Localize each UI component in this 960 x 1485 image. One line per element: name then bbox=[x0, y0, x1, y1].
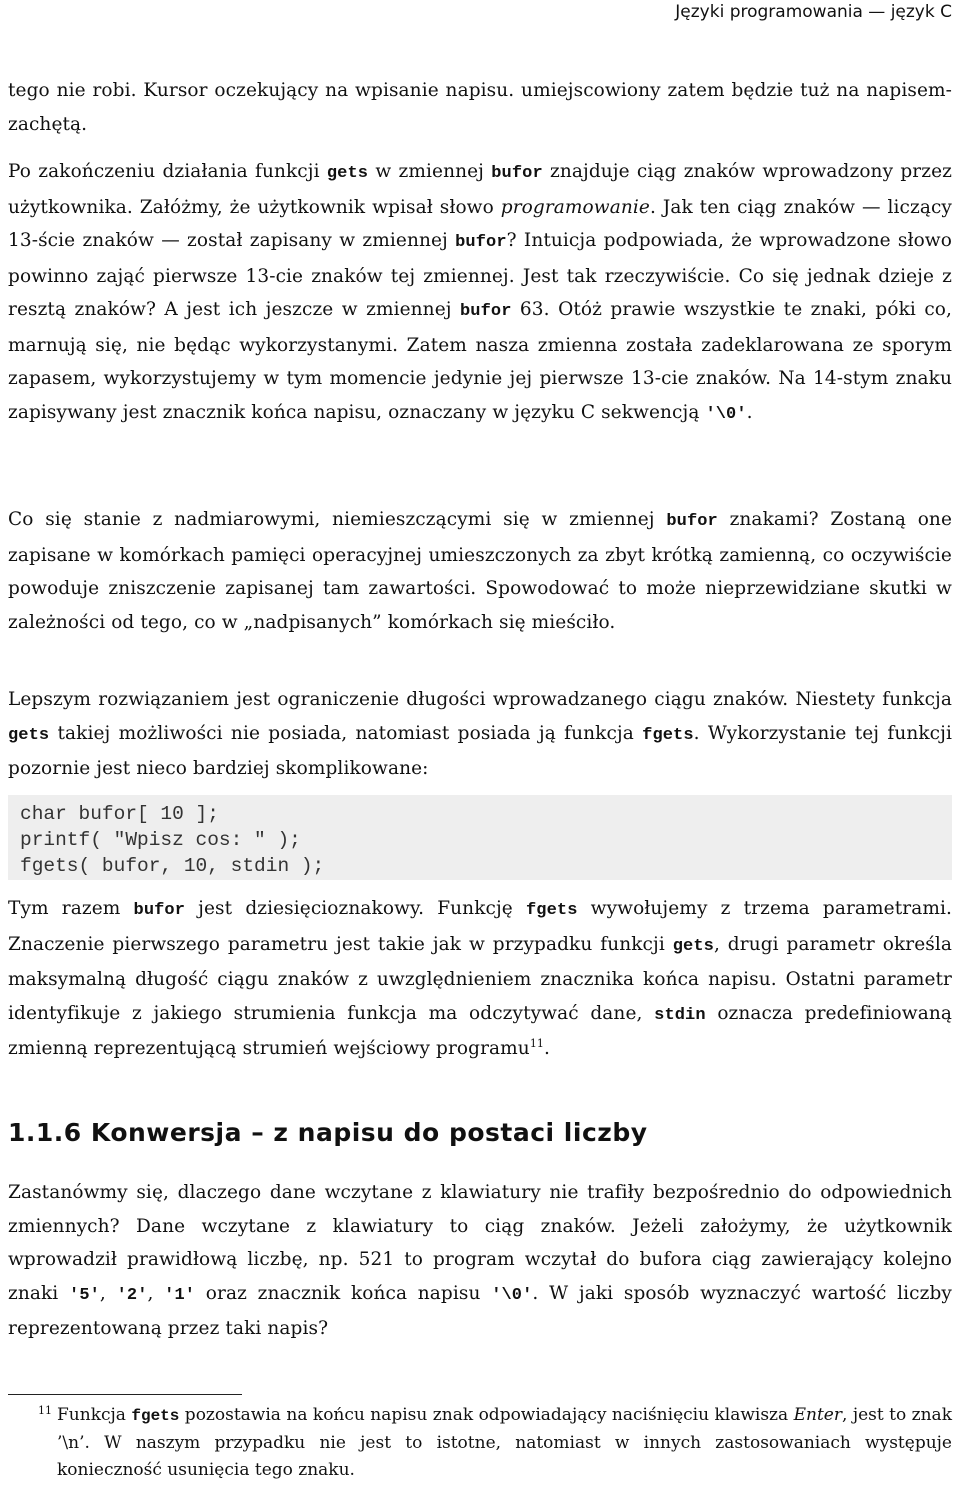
paragraph-text: . W jaki sposób wyznaczyć wartość liczby reprezentowaną przez taki napis? bbox=[8, 1282, 952, 1339]
paragraph-5 bbox=[8, 892, 952, 1066]
code-block bbox=[8, 795, 952, 880]
inline-code: fgets bbox=[131, 1407, 180, 1425]
running-header: Języki programowania — język C bbox=[675, 2, 952, 22]
paragraph-text: , bbox=[147, 1282, 165, 1304]
inline-code: gets bbox=[8, 725, 50, 745]
inline-code: bufor bbox=[133, 901, 186, 920]
section-heading: 1.1.6 Konwersja – z napisu do postaci liczby bbox=[8, 1118, 648, 1147]
paragraph-1 bbox=[8, 74, 952, 141]
inline-code: gets bbox=[326, 164, 369, 183]
paragraph-text: , drugi parametr określa maksymalną długość ciągu znaków z uwzględnieniem znacznika końca napisu. Ostatni parametr identyfikuje z jakiego strumienia funkcja ma odczytywać dane, bbox=[8, 933, 952, 1024]
footnote-reference[interactable]: 11 bbox=[529, 1036, 545, 1050]
paragraph-text: takiej możliwości nie posiada, natomiast posiada ją funkcja bbox=[49, 722, 643, 744]
paragraph-text: jest dziesięcioznakowy. Funkcję bbox=[185, 898, 526, 919]
inline-code: fgets bbox=[526, 901, 578, 920]
code-line: printf( "Wpisz cos: " ); bbox=[20, 829, 301, 851]
inline-code: fgets bbox=[642, 725, 694, 745]
paragraph-3 bbox=[8, 503, 952, 639]
paragraph-text: oraz znacznik końca napisu bbox=[195, 1282, 492, 1304]
inline-code: '5' bbox=[69, 1285, 100, 1305]
inline-code: bufor bbox=[491, 164, 543, 183]
paragraph-text: Lepszym rozwiązaniem jest ograniczenie długości wprowadzanego ciągu znaków. Niestety funkcja bbox=[8, 689, 952, 710]
inline-code: '\0' bbox=[491, 1285, 533, 1305]
footnote-number: 11 bbox=[38, 1404, 52, 1417]
italic-term: programowanie bbox=[500, 196, 650, 218]
inline-code: bufor bbox=[455, 233, 507, 252]
paragraph-text: , bbox=[99, 1282, 117, 1304]
paragraph-2 bbox=[8, 155, 952, 431]
paragraph-text: w zmiennej bbox=[368, 161, 492, 182]
inline-code: stdin bbox=[654, 1005, 706, 1025]
paragraph-text: oznacza predefiniowaną zmienną reprezentującą strumień wejściowy programu bbox=[8, 1002, 953, 1059]
footnote-text: , jest to znak ’\n’. W naszym przypadku nie jest to istotne, natomiast w innych zastosowaniach występuje konieczność usunięcia tego znaku. bbox=[57, 1405, 952, 1480]
footnote-text: pozostawia na końcu napisu znak odpowiadający naciśnięciu klawisza bbox=[179, 1405, 794, 1425]
paragraph-text: Tym razem bbox=[8, 898, 134, 919]
inline-code: '\0' bbox=[705, 404, 747, 424]
paragraph-text: . bbox=[544, 1038, 550, 1059]
paragraph-text: znajduje ciąg znaków wprowadzony przez użytkownika. Załóżmy, że użytkownik wpisał słowo bbox=[8, 161, 952, 218]
paragraph-text: . bbox=[746, 401, 753, 423]
footnote bbox=[38, 1402, 952, 1484]
paragraph-text: wywołujemy z trzema parametrami. Znaczenie pierwszego parametru jest takie jak w przypadku funkcji bbox=[8, 898, 952, 955]
paragraph-text: Po zakończeniu działania funkcji bbox=[8, 161, 327, 182]
paragraph-text: Zastanówmy się, dlaczego dane wczytane z klawiatury nie trafiły bezpośrednio do odpowiednich zmiennych? Dane wczytane z klawiatury to ciąg znaków. Jeżeli założymy, że użytkownik wprowadził prawidłową liczbę, np. 521 to program wczytał do bufora ciąg zawierający kolejno znaki bbox=[8, 1182, 952, 1304]
paragraph-4 bbox=[8, 683, 952, 786]
inline-code: gets bbox=[672, 936, 714, 956]
italic-term: Enter bbox=[793, 1405, 842, 1425]
inline-code: '1' bbox=[164, 1285, 196, 1305]
code-line: char bufor[ 10 ]; bbox=[20, 803, 219, 825]
inline-code: '2' bbox=[116, 1285, 148, 1305]
inline-code: bufor bbox=[666, 512, 718, 531]
paragraph-text: Co się stanie z nadmiarowymi, niemieszczącymi się w zmiennej bbox=[8, 509, 667, 530]
paragraph-text: 63. Otóż prawie wszystkie te znaki, póki co, marnują się, nie będąc wykorzystanymi. Zatem nasza zmienna została zadeklarowana ze sporym zapasem, wykorzystujemy w tym momencie jedynie jej pierwsze 13-cie znaków. Na 14-stym znaku zapisywany jest znacznik końca napisu, oznaczany w języku C sekwencją bbox=[8, 299, 952, 423]
paragraph-text: ? Intuicja podpowiada, że wprowadzone słowo powinno zająć pierwsze 13-cie znaków tej zmiennej. Jest tak rzeczywiście. Co się jednak dzieje z resztą znaków? A jest ich jeszcze w zmiennej bbox=[8, 230, 952, 320]
paragraph-text: tego nie robi. Kursor oczekujący na wpisanie napisu. umiejscowiony zatem będzie tuż na napisem-zachętą. bbox=[8, 80, 952, 135]
code-line: fgets( bufor, 10, stdin ); bbox=[20, 855, 325, 877]
paragraph-text: znakami? Zostaną one zapisane w komórkach pamięci operacyjnej umieszczonych za zbyt krótką zamienną, co oczywiście powoduje zniszczenie zapisanej tam zawartości. Spowodować to może nieprzewidziane skutki w zależności od tego, co w „nadpisanych” komórkach się mieściło. bbox=[8, 509, 953, 633]
footnote-text: Funkcja bbox=[57, 1405, 132, 1425]
paragraph-text: . Wykorzystanie tej funkcji pozornie jest nieco bardziej skomplikowane: bbox=[8, 722, 952, 779]
paragraph-6 bbox=[8, 1176, 952, 1346]
paragraph-text: . Jak ten ciąg znaków — liczący 13-ście znaków — został zapisany w zmiennej bbox=[8, 196, 952, 251]
footnote-separator bbox=[8, 1394, 242, 1395]
inline-code: bufor bbox=[460, 302, 512, 321]
